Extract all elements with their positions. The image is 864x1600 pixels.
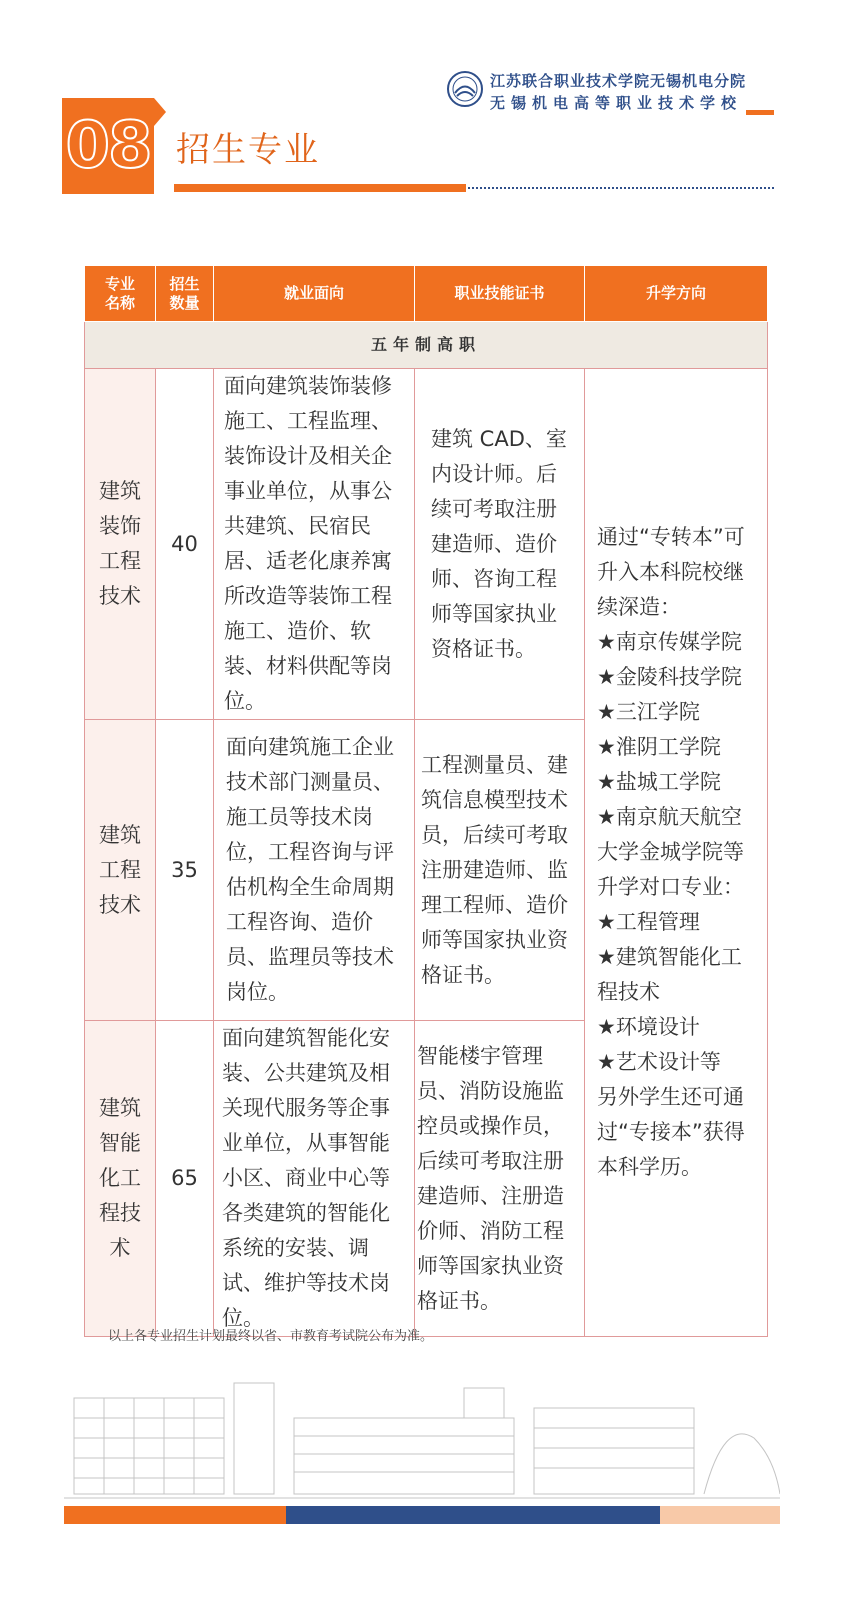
section-title: 招生专业 xyxy=(176,130,320,170)
category-row xyxy=(85,322,768,369)
header-employment: 就业面向 xyxy=(214,266,415,322)
school-name-line1: 江苏联合职业技术学院无锡机电分院 xyxy=(490,72,747,90)
major-name: 建筑 装饰 工程 技术 xyxy=(85,369,156,720)
majors-table-wrapper xyxy=(84,265,767,1337)
enroll-count: 35 xyxy=(156,720,214,1021)
employment-text: 面向建筑施工企业技术部门测量员、施工员等技术岗位，工程咨询与评估机构全生命周期工程咨询、造价员、监理员等技术岗位。 xyxy=(214,720,415,1021)
bottom-bar-peach xyxy=(660,1506,780,1524)
school-emblem-icon xyxy=(446,70,484,108)
section-number: 08 xyxy=(65,109,151,183)
major-name: 建筑 工程 技术 xyxy=(85,720,156,1021)
table-header-row xyxy=(85,266,768,322)
campus-sketch-illustration xyxy=(64,1378,780,1504)
employment-text: 面向建筑智能化安装、公共建筑及相关现代服务等企事业单位，从事智能小区、商业中心等各类建筑的智能化系统的安装、调试、维护等技术岗位。 xyxy=(214,1021,415,1337)
certificate-text: 智能楼宇管理员、消防设施监控员或操作员，后续可考取注册建造师、注册造价师、消防工程师等国家执业资格证书。 xyxy=(415,1021,585,1337)
header-certificates: 职业技能证书 xyxy=(415,266,585,322)
section-number-notch xyxy=(154,98,166,126)
bottom-bar-orange xyxy=(64,1506,286,1524)
employment-text: 面向建筑装饰装修施工、工程监理、装饰设计及相关企事业单位，从事公共建筑、民宿民居、适老化康养寓所改造等装饰工程施工、造价、软装、材料供配等岗位。 xyxy=(214,369,415,720)
header-further-study: 升学方向 xyxy=(585,266,768,322)
enroll-count: 40 xyxy=(156,369,214,720)
bottom-bar-navy xyxy=(286,1506,660,1524)
title-dotted-rule xyxy=(468,187,774,189)
header-enroll-count: 招生 数量 xyxy=(156,266,214,322)
footnote: 以上各专业招生计划最终以省、市教育考试院公布为准。 xyxy=(108,1329,434,1344)
table-row xyxy=(85,369,768,720)
header-accent-bar xyxy=(746,110,774,115)
enroll-count: 65 xyxy=(156,1021,214,1337)
header-major-name: 专业 名称 xyxy=(85,266,156,322)
title-underline xyxy=(174,184,466,192)
certificate-text: 工程测量员、建筑信息模型技术员，后续可考取注册建造师、监理工程师、造价师等国家执业资格证书。 xyxy=(415,720,585,1021)
further-study-text: 通过“专转本”可升入本科院校继续深造： ★南京传媒学院 ★金陵科技学院 ★三江学院 ★淮阴工学院 ★盐城工学院 ★南京航天航空大学金城学院等升学对口专业： ★工程管理 ★建筑智能化工程技术 ★环境设计 ★艺术设计等 另外学生还可通过“专接本”获得本科学历。 xyxy=(585,369,768,1337)
school-name-line2: 无锡机电高等职业技术学校 xyxy=(490,94,743,112)
major-name: 建筑 智能 化工 程技 术 xyxy=(85,1021,156,1337)
majors-table xyxy=(84,265,768,1337)
certificate-text: 建筑 CAD、室内设计师。后续可考取注册建造师、造价师、咨询工程师等国家执业资格证书。 xyxy=(415,369,585,720)
category-label: 五年制高职 xyxy=(85,322,768,369)
